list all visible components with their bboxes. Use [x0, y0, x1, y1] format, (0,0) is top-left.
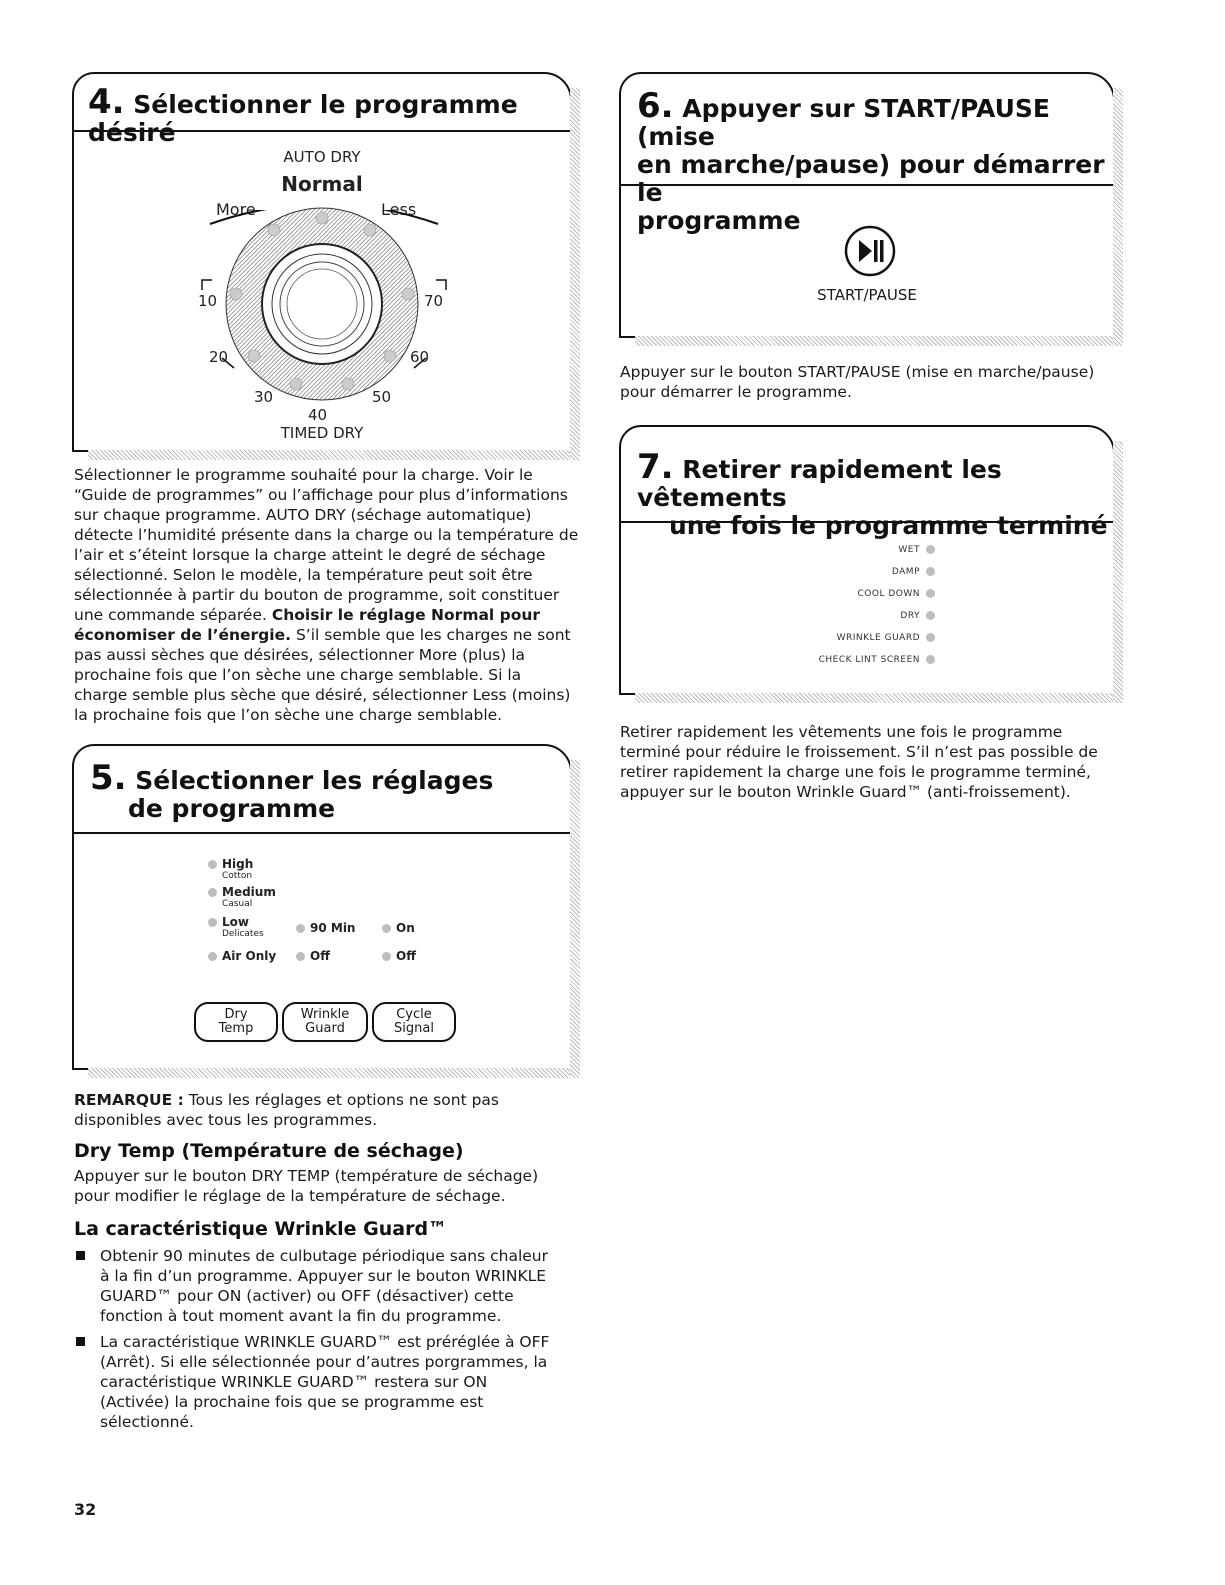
dry-temp-heading: Dry Temp (Température de séchage)	[74, 1140, 464, 1162]
dial-60-label: 60	[410, 348, 430, 366]
led-check-lint-screen: CHECK LINT SCREEN	[819, 655, 935, 665]
step7-title-line2: une fois le programme terminé	[669, 511, 1108, 540]
step7-title-line1: Retirer rapidement les vêtements	[637, 455, 1002, 512]
led-dot	[296, 952, 305, 961]
led-dot	[208, 860, 217, 869]
temp-option-high: High Cotton	[208, 858, 253, 882]
dial-20-label: 20	[209, 348, 229, 366]
signal-option-off: Off	[382, 950, 416, 962]
step7-number: 7.	[637, 447, 674, 487]
dial-scale-lines	[194, 210, 454, 410]
step6-header	[621, 74, 1113, 235]
wrinkle-bullet-2: La caractéristique WRINKLE GUARD™ est préréglée à OFF (Arrêt). Si elle sélectionnée pour d’autres porgrammes, la caractéristique WRINKLE GUARD™ restera sur ON (Activée) la prochaine fois que se programme est sélectionné.	[74, 1332, 560, 1432]
signal-option-on: On	[382, 922, 415, 934]
step7-description: Retirer rapidement les vêtements une fois le programme terminé pour réduire le froissement. S’il n’est pas possible de retirer rapidement la charge une fois le programme terminé, appuyer sur le bouton Wrinkle Guard™ (anti-froissement).	[620, 723, 1098, 801]
temp-option-air-only: Air Only	[208, 950, 276, 962]
led-dot	[382, 952, 391, 961]
dial-50-label: 50	[372, 388, 392, 406]
dial-auto-dry-label: AUTO DRY	[283, 148, 361, 166]
led-dot	[208, 888, 217, 897]
dial-40-label: 40	[308, 406, 328, 424]
dial-normal-label: Normal	[281, 172, 363, 196]
step4-header	[74, 74, 570, 147]
led-wet: WET	[898, 545, 935, 555]
wrinkle-guard-heading: La caractéristique Wrinkle Guard™	[74, 1218, 448, 1240]
cycle-signal-button[interactable]: Cycle Signal	[372, 1002, 456, 1042]
remarque	[74, 1090, 514, 1130]
step7-box	[619, 425, 1115, 695]
led-cool-down: COOL DOWN	[858, 589, 935, 599]
step4-text-bold: Choisir le réglage Normal pour économiser de l’énergie.	[74, 606, 541, 644]
step4-text-end: S’il semble que les charges ne sont pas aussi sèches que désirées, sélectionner More (plus) la prochaine fois que l’on sèche une charge semblable. Si la charge semble plus sèche que désiré, sélectionner Less (moins) la prochaine fois que l’on sèche une charge semblable.	[74, 626, 571, 724]
dry-temp-text: Appuyer sur le bouton DRY TEMP (température de séchage) pour modifier le réglage de la température de séchage.	[74, 1167, 539, 1205]
step4-number: 4.	[88, 82, 125, 122]
step5-header	[74, 746, 570, 834]
step7-header	[621, 427, 1113, 540]
step4-title-text: Sélectionner le programme désiré	[88, 90, 518, 147]
step6-description: Appuyer sur le bouton START/PAUSE (mise en marche/pause) pour démarrer le programme.	[620, 363, 1095, 401]
temp-option-medium: Medium Casual	[208, 886, 276, 910]
status-led-list	[621, 545, 935, 675]
led-dot	[208, 918, 217, 927]
led-dot	[382, 924, 391, 933]
dial-70-label: 70	[424, 292, 444, 310]
step6-number: 6.	[637, 86, 674, 126]
dial-less-label: Less	[381, 200, 417, 219]
step4-box	[72, 72, 572, 452]
start-pause-label: START/PAUSE	[817, 286, 917, 304]
wrinkle-bullet-1: Obtenir 90 minutes de culbutage périodique sans chaleur à la fin d’un programme. Appuyer sur le bouton WRINKLE GUARD™ pour ON (activer) ou OFF (désactiver) cette fonction à tout moment avant la fin du programme.	[74, 1246, 560, 1326]
step7-title	[637, 447, 1113, 540]
step4-title	[88, 82, 570, 147]
wrinkle-guard-list	[74, 1246, 560, 1438]
wrinkle-guard-button[interactable]: Wrinkle Guard	[282, 1002, 368, 1042]
step6-box	[619, 72, 1115, 338]
step6-title-line3: programme	[637, 206, 801, 235]
led-dot	[296, 924, 305, 933]
step4-description	[74, 465, 579, 725]
wrinkle-option-90min: 90 Min	[296, 922, 355, 934]
step6-title-line2: en marche/pause) pour démarrer le	[637, 150, 1105, 207]
dry-temp-button[interactable]: Dry Temp	[194, 1002, 278, 1042]
step5-number: 5.	[90, 758, 127, 798]
step5-title-line1: Sélectionner les réglages	[135, 766, 494, 795]
dial-more-label: More	[216, 200, 256, 219]
step5-box	[72, 744, 572, 1070]
step4-text: Sélectionner le programme souhaité pour la charge. Voir le “Guide de programmes” ou l’affichage pour plus d’informations sur chaque programme. AUTO DRY (séchage automatique) détecte l’humidité présente dans la charge ou la température de l’air et s’éteint lorsque la charge atteint le degré de séchage sélectionné. Selon le modèle, la température peut soit être sélectionnée à partir du bouton de programme, soit constituer une commande séparée.	[74, 466, 579, 624]
step5-title	[90, 758, 494, 823]
temp-option-low: Low Delicates	[208, 916, 264, 940]
dial-timed-dry-label: TIMED DRY	[280, 424, 364, 442]
dial-10-label: 10	[198, 292, 218, 310]
led-wrinkle-guard: WRINKLE GUARD	[837, 633, 935, 643]
step6-title	[637, 86, 1113, 235]
step6-title-line1: Appuyer sur START/PAUSE (mise	[637, 94, 1050, 151]
remarque-label: REMARQUE :	[74, 1091, 184, 1109]
wrinkle-option-off: Off	[296, 950, 330, 962]
step5-title-line2: de programme	[128, 794, 336, 823]
led-damp: DAMP	[892, 567, 935, 577]
dial-30-label: 30	[254, 388, 274, 406]
led-dry: DRY	[900, 611, 935, 621]
remarque-text: Tous les réglages et options ne sont pas disponibles avec tous les programmes.	[74, 1091, 499, 1129]
led-dot	[208, 952, 217, 961]
start-pause-button[interactable]	[843, 224, 897, 278]
page-number: 32	[74, 1500, 97, 1519]
